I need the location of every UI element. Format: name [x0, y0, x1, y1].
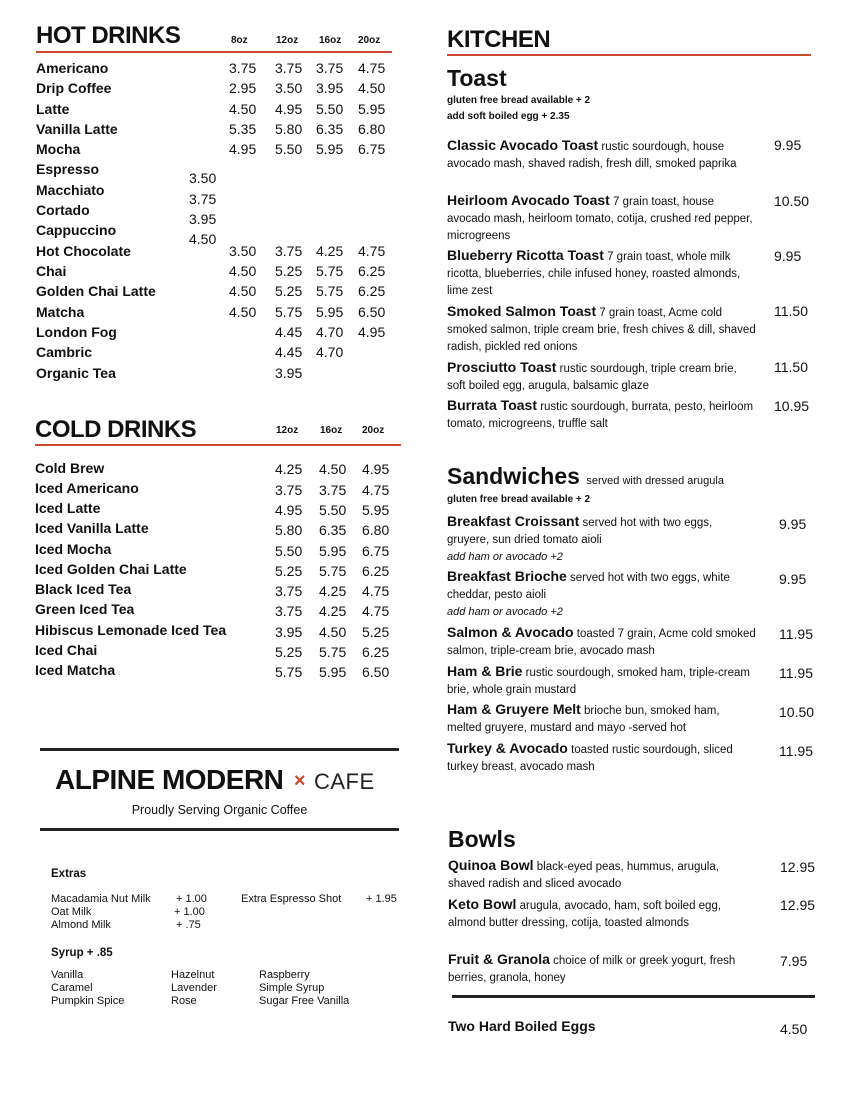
menu-item-ham-brie [447, 663, 757, 699]
item-desc: rustic sourdough, burrata, pesto, heirloom tomato, microgreens, truffle salt [447, 401, 754, 430]
item-price: 4.50 [780, 1021, 808, 1037]
drink-name: Matcha [36, 304, 85, 320]
price-12oz: 5.25 [275, 283, 303, 299]
drink-name: Iced Chai [35, 642, 98, 658]
price-12oz: 3.75 [275, 583, 303, 599]
drink-name: Americano [36, 60, 109, 76]
price-12oz: 5.25 [275, 644, 303, 660]
kitchen-rule [447, 54, 811, 56]
price-16oz: 5.75 [316, 263, 344, 279]
price-20oz: 6.80 [358, 121, 386, 137]
drink-name: Iced Vanilla Latte [35, 520, 149, 536]
price-12oz: 4.45 [275, 324, 303, 340]
item-price: 9.95 [779, 516, 807, 532]
item-name: Ham & Brie [447, 663, 523, 679]
price-12oz: 4.25 [275, 461, 303, 477]
price-16oz: 5.75 [319, 563, 347, 579]
single-price: 3.95 [189, 211, 217, 227]
price-20oz: 6.80 [362, 522, 390, 538]
price-12oz: 3.75 [275, 603, 303, 619]
single-price: 3.75 [189, 191, 217, 207]
extras-title: Extras [51, 868, 87, 880]
price-12oz: 3.95 [275, 624, 303, 640]
menu-item-quinoa-bowl [448, 857, 758, 893]
drink-name: Vanilla Latte [36, 121, 118, 137]
item-price: 12.95 [780, 897, 816, 913]
item-desc: brioche bun, smoked ham, melted gruyere, mustard and mayo -served hot [447, 705, 720, 734]
item-name: Turkey & Avocado [447, 740, 568, 756]
price-16oz: 4.70 [316, 324, 344, 340]
price-12oz: 5.75 [275, 304, 303, 320]
drink-name: Hot Chocolate [36, 243, 131, 259]
price-16oz: 4.25 [316, 243, 344, 259]
price-16oz: 4.50 [319, 624, 347, 640]
syrup-item: Raspberry [259, 969, 310, 981]
drink-name: Chai [36, 263, 67, 279]
sandwiches-heading [447, 463, 724, 490]
price-8oz: 3.50 [229, 243, 257, 259]
item-price: 11.50 [774, 303, 808, 319]
syrup-title: Syrup + .85 [51, 947, 113, 959]
item-price: 11.95 [779, 743, 813, 759]
drink-name: Cortado [36, 202, 90, 218]
item-name: Quinoa Bowl [448, 857, 534, 873]
price-20oz: 6.75 [358, 141, 386, 157]
drink-name: Iced Mocha [35, 541, 112, 557]
extra-milk-name: Macadamia Nut Milk [51, 893, 151, 905]
price-16oz: 3.75 [316, 60, 344, 76]
item-name: Fruit & Granola [448, 951, 550, 967]
item-desc: served hot with two eggs, white cheddar, pesto aioli [447, 572, 730, 601]
price-12oz: 5.80 [275, 121, 303, 137]
drink-name: Mocha [36, 141, 81, 157]
extra-milk-name: Oat Milk [51, 906, 92, 918]
hot-size-12oz: 12oz [276, 35, 299, 46]
item-price: 7.95 [780, 953, 808, 969]
syrup-item: Rose [171, 995, 197, 1007]
item-desc: rustic sourdough, smoked ham, triple-cream brie, whole grain mustard [447, 667, 751, 696]
price-20oz: 6.50 [362, 664, 390, 680]
brand-name: ALPINE MODERN [55, 764, 284, 795]
item-desc: rustic sourdough, triple cream brie, soft boiled egg, arugula, balsamic glaze [447, 363, 737, 392]
drink-name: Iced Matcha [35, 662, 116, 678]
item-price: 11.95 [779, 665, 813, 681]
toast-title: Toast [447, 65, 507, 91]
price-20oz: 4.75 [362, 583, 390, 599]
syrup-item: Sugar Free Vanilla [259, 995, 350, 1007]
menu-item-prosciutto-toast [447, 359, 757, 395]
drink-name: Cold Brew [35, 460, 105, 476]
cold-size-16oz: 16oz [320, 425, 343, 436]
item-name: Breakfast Croissant [447, 513, 580, 529]
item-desc: 7 grain toast, house avocado mash, heirloom tomato, cotija, crushed red pepper, microgreens [447, 196, 753, 242]
price-20oz: 5.25 [362, 624, 390, 640]
price-20oz: 5.95 [358, 101, 386, 117]
price-20oz: 4.95 [362, 461, 390, 477]
syrup-item: Vanilla [51, 969, 84, 981]
bowls-bottom-rule [452, 995, 815, 998]
hot-size-8oz: 8oz [231, 35, 248, 46]
drink-name: Golden Chai Latte [36, 283, 156, 299]
menu-item-blueberry-ricotta-toast [447, 247, 757, 300]
price-16oz: 4.50 [319, 461, 347, 477]
item-price: 12.95 [780, 859, 816, 875]
price-20oz: 4.75 [362, 482, 390, 498]
syrup-item: Pumpkin Spice [51, 995, 125, 1007]
menu-item-salmon-avocado [447, 624, 757, 660]
price-12oz: 5.80 [275, 522, 303, 538]
item-desc: served hot with two eggs, gruyere, sun dried tomato aioli [447, 517, 713, 546]
drink-name: Hibiscus Lemonade Iced Tea [35, 622, 227, 638]
price-8oz: 4.95 [229, 141, 257, 157]
extra-milk-price: + 1.00 [176, 893, 207, 905]
cold-size-12oz: 12oz [276, 425, 299, 436]
menu-item-keto-bowl [448, 896, 758, 932]
sandwiches-title: Sandwiches [447, 463, 580, 489]
price-12oz: 3.75 [275, 482, 303, 498]
price-16oz: 4.25 [319, 583, 347, 599]
price-20oz: 6.25 [362, 563, 390, 579]
price-12oz: 3.75 [275, 60, 303, 76]
price-8oz: 4.50 [229, 304, 257, 320]
item-name: Ham & Gruyere Melt [447, 701, 581, 717]
extra-shot-name: Extra Espresso Shot [241, 893, 342, 905]
syrup-item: Simple Syrup [259, 982, 325, 994]
hot-drinks-rule [36, 51, 392, 53]
price-8oz: 4.50 [229, 283, 257, 299]
price-20oz: 4.50 [358, 80, 386, 96]
price-12oz: 3.75 [275, 243, 303, 259]
menu-item-ham-gruyere-melt [447, 701, 757, 737]
brand-x-mark: × [293, 770, 306, 792]
cold-drinks-title: COLD DRINKS [35, 416, 197, 443]
price-20oz: 4.75 [362, 603, 390, 619]
cold-drinks-rule [35, 444, 401, 446]
price-12oz: 4.95 [275, 101, 303, 117]
price-16oz: 5.50 [319, 502, 347, 518]
item-desc: rustic sourdough, house avocado mash, shaved radish, fresh dill, smoked paprika [447, 141, 737, 170]
drink-name: Espresso [36, 161, 100, 177]
price-20oz: 4.75 [358, 243, 386, 259]
sandwiches-note: gluten free bread available + 2 [447, 494, 591, 505]
price-12oz: 5.25 [275, 563, 303, 579]
drink-name: Drip Coffee [36, 80, 112, 96]
menu-item-burrata-toast [447, 397, 757, 433]
drink-name: Green Iced Tea [35, 601, 135, 617]
single-price: 4.50 [189, 231, 217, 247]
item-price: 10.95 [774, 398, 810, 414]
item-name: Prosciutto Toast [447, 359, 557, 375]
price-16oz: 6.35 [316, 121, 344, 137]
kitchen-title: KITCHEN [447, 26, 551, 53]
extra-milk-name: Almond Milk [51, 919, 111, 931]
drink-name: Latte [36, 101, 70, 117]
drink-name: Organic Tea [36, 365, 116, 381]
single-price: 3.50 [189, 170, 217, 186]
drink-name: Black Iced Tea [35, 581, 132, 597]
menu-item-breakfast-croissant [447, 513, 757, 566]
cold-size-20oz: 20oz [362, 425, 385, 436]
price-8oz: 4.50 [229, 101, 257, 117]
price-16oz: 5.50 [316, 101, 344, 117]
item-price: 9.95 [774, 137, 802, 153]
menu-item-smoked-salmon-toast [447, 303, 757, 356]
item-price: 11.95 [779, 626, 813, 642]
price-16oz: 4.25 [319, 603, 347, 619]
bowls-title: Bowls [448, 826, 516, 852]
item-addon: add ham or avocado +2 [447, 551, 563, 563]
drink-name: Cappuccino [36, 222, 117, 238]
drink-name: Iced Latte [35, 500, 101, 516]
price-12oz: 5.25 [275, 263, 303, 279]
price-16oz: 4.70 [316, 344, 344, 360]
item-price: 10.50 [774, 193, 810, 209]
item-desc: black-eyed peas, hummus, arugula, shaved radish and sliced avocado [448, 861, 719, 890]
price-12oz: 3.95 [275, 365, 303, 381]
extra-shot-price: + 1.95 [366, 893, 397, 905]
item-name: Smoked Salmon Toast [447, 303, 597, 319]
hot-drinks-title: HOT DRINKS [36, 22, 181, 49]
menu-item-breakfast-brioche [447, 568, 757, 621]
item-price: 10.50 [779, 704, 815, 720]
brand-logo [55, 764, 375, 796]
extra-milk-price: + 1.00 [174, 906, 205, 918]
item-name: Blueberry Ricotta Toast [447, 247, 604, 263]
syrup-item: Caramel [51, 982, 93, 994]
item-name: Burrata Toast [447, 397, 537, 413]
extra-milk-price: + .75 [176, 919, 201, 931]
hot-size-16oz: 16oz [319, 35, 342, 46]
price-16oz: 5.95 [319, 543, 347, 559]
price-20oz: 4.75 [358, 60, 386, 76]
item-name: Breakfast Brioche [447, 568, 567, 584]
brand-tagline: Proudly Serving Organic Coffee [131, 803, 308, 817]
price-20oz: 6.25 [358, 263, 386, 279]
price-16oz: 5.95 [316, 304, 344, 320]
drink-name: Cambric [36, 344, 93, 360]
drink-name: Iced Americano [35, 480, 139, 496]
price-20oz: 5.95 [362, 502, 390, 518]
price-20oz: 6.50 [358, 304, 386, 320]
price-16oz: 6.35 [319, 522, 347, 538]
price-20oz: 4.95 [358, 324, 386, 340]
menu-item-heirloom-avocado-toast [447, 192, 757, 245]
sandwiches-subtitle: served with dressed arugula [586, 475, 724, 487]
menu-item-classic-avocado-toast [447, 137, 757, 173]
item-desc: 7 grain toast, whole milk ricotta, blueberries, chile infused honey, roasted almonds, lime zest [447, 251, 741, 297]
brand-cafe: CAFE [314, 769, 375, 794]
item-price: 9.95 [779, 571, 807, 587]
item-name: Keto Bowl [448, 896, 517, 912]
item-name-two-hard-boiled-eggs: Two Hard Boiled Eggs [448, 1018, 596, 1034]
price-8oz: 4.50 [229, 263, 257, 279]
price-12oz: 5.50 [275, 141, 303, 157]
brand-bottom-rule [40, 828, 399, 831]
item-name: Heirloom Avocado Toast [447, 192, 610, 208]
price-20oz: 6.25 [358, 283, 386, 299]
drink-name: London Fog [36, 324, 117, 340]
item-desc: toasted 7 grain, Acme cold smoked salmon, triple-cream brie, avocado mash [447, 628, 756, 657]
price-12oz: 5.50 [275, 543, 303, 559]
hot-size-20oz: 20oz [358, 35, 381, 46]
item-desc: arugula, avocado, ham, soft boiled egg, almond butter dressing, cotija, toasted almonds [448, 900, 722, 929]
toast-note-gluten-free: gluten free bread available + 2 [447, 95, 591, 106]
price-12oz: 5.75 [275, 664, 303, 680]
item-desc: choice of milk or greek yogurt, fresh berries, granola, honey [448, 955, 736, 984]
price-16oz: 5.75 [316, 283, 344, 299]
menu-item-fruit-granola [448, 951, 758, 987]
price-16oz: 3.75 [319, 482, 347, 498]
toast-note-egg: add soft boiled egg + 2.35 [447, 111, 570, 122]
item-desc: toasted rustic sourdough, sliced turkey breast, avocado mash [447, 744, 733, 773]
price-16oz: 3.95 [316, 80, 344, 96]
syrup-item: Lavender [171, 982, 217, 994]
drink-name: Iced Golden Chai Latte [35, 561, 187, 577]
price-16oz: 5.95 [316, 141, 344, 157]
price-20oz: 6.75 [362, 543, 390, 559]
item-desc: 7 grain toast, Acme cold smoked salmon, triple cream brie, fresh chives & dill, shaved radish, pickled red onions [447, 307, 756, 353]
item-name: Salmon & Avocado [447, 624, 574, 640]
item-price: 11.50 [774, 359, 808, 375]
price-8oz: 5.35 [229, 121, 257, 137]
price-12oz: 4.45 [275, 344, 303, 360]
item-addon: add ham or avocado +2 [447, 606, 563, 618]
price-12oz: 4.95 [275, 502, 303, 518]
price-20oz: 6.25 [362, 644, 390, 660]
brand-top-rule [40, 748, 399, 751]
price-16oz: 5.75 [319, 644, 347, 660]
menu-item-turkey-avocado [447, 740, 757, 776]
price-12oz: 3.50 [275, 80, 303, 96]
price-16oz: 5.95 [319, 664, 347, 680]
syrup-item: Hazelnut [171, 969, 215, 981]
item-price: 9.95 [774, 248, 802, 264]
price-8oz: 2.95 [229, 80, 257, 96]
price-8oz: 3.75 [229, 60, 257, 76]
drink-name: Macchiato [36, 182, 105, 198]
item-name: Classic Avocado Toast [447, 137, 599, 153]
